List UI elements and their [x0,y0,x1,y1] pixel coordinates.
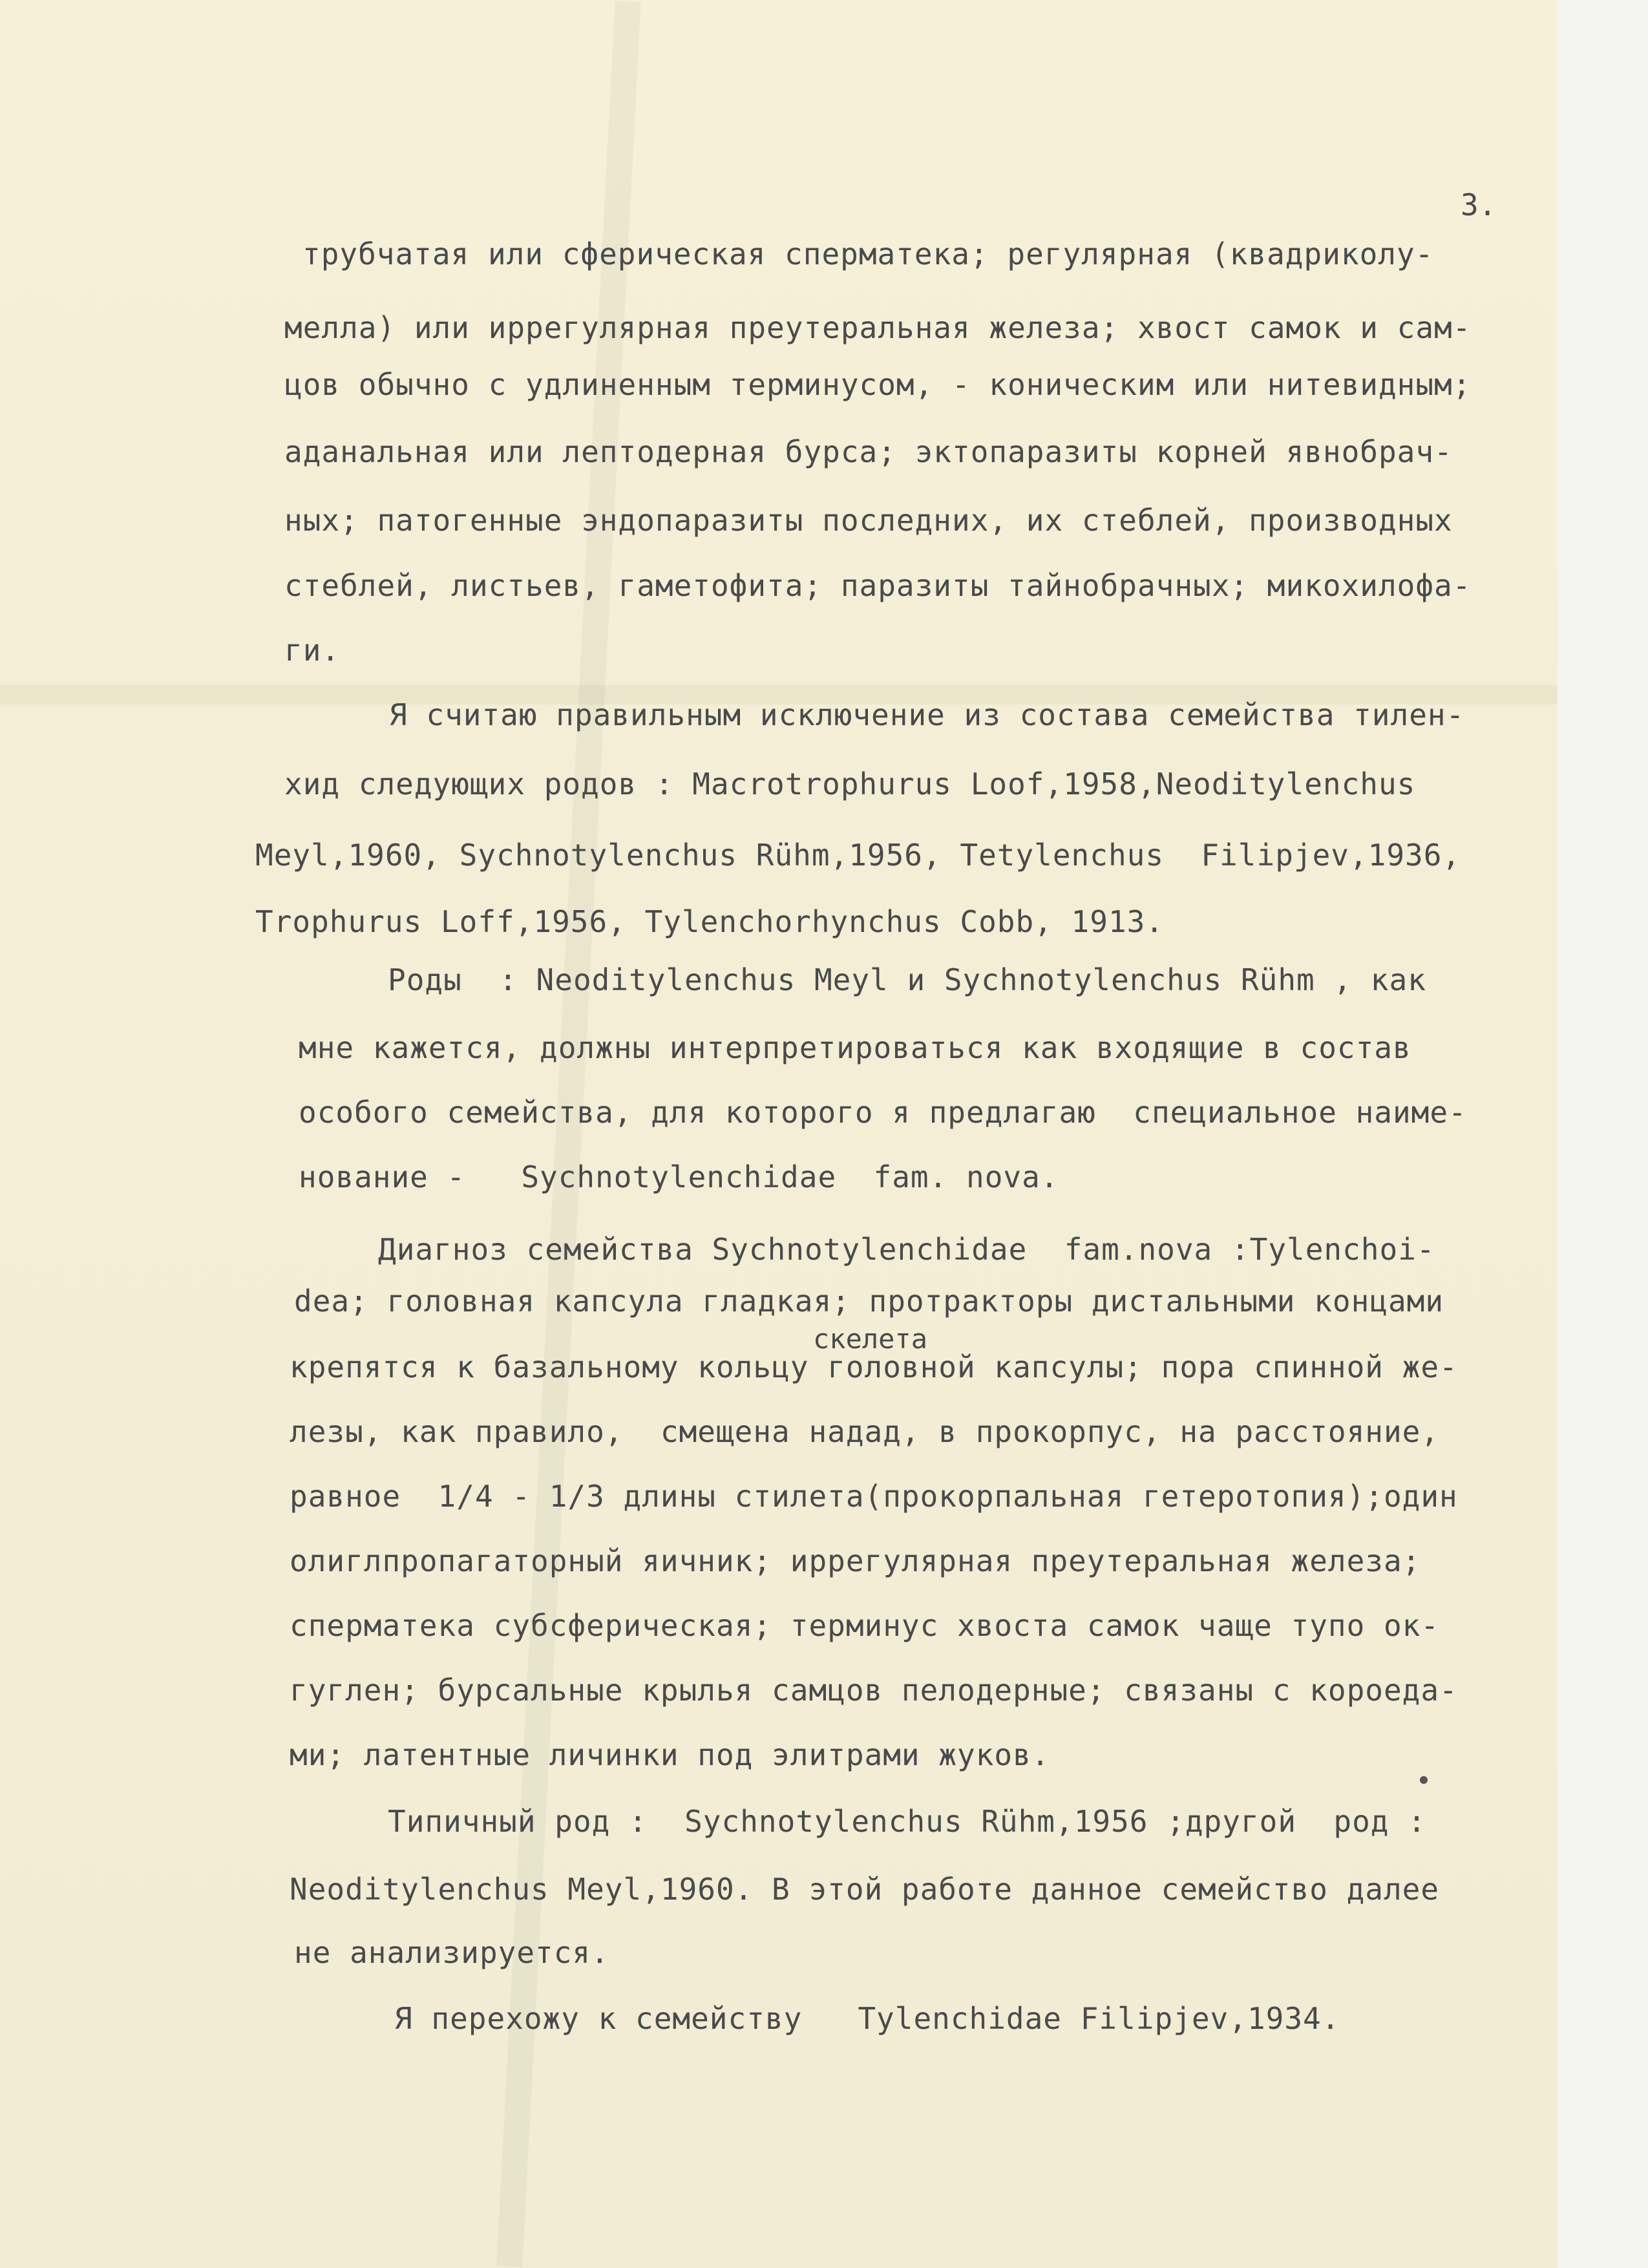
text-line: Я считаю правильным исключение из состава семейства тилен- [389,697,1465,732]
text-line: Диагноз семейства Sychnotylenchidae fam.nova :Tylenchoi- [378,1232,1435,1267]
text-line: олиглпропагаторный яичник; иррегулярная преутеральная железа; [290,1543,1421,1578]
text-line: крепятся к базальному кольцу головной капсулы; пора спинной же- [290,1350,1458,1384]
text-line: Типичный род : Sychnotylenchus Rühm,1956 ;другой род : [388,1804,1426,1839]
text-line: ных; патогенные эндопаразиты последних, их стеблей, производных [284,503,1453,538]
text-line: цов обычно с удлиненным терминусом, - коническим или нитевидным; [284,367,1472,402]
ink-spot [1420,1776,1428,1784]
text-line: Meyl,1960, Sychnotylenchus Rühm,1956, Tetylenchus Filipjev,1936, [255,838,1461,873]
page-number: 3. [1461,187,1497,222]
text-line: гуглен; бурсальные крылья самцов пелодерные; связаны с короеда- [290,1673,1458,1708]
text-line: лезы, как правило, смещена надад, в прокорпус, на расстояние, [290,1414,1440,1449]
text-line: особого семейства, для которого я предлагаю специальное наиме- [299,1095,1467,1130]
text-line: нование - Sychnotylenchidae fam. nova. [299,1160,1059,1194]
text-line: ми; латентные личинки под элитрами жуков. [290,1737,1050,1772]
text-line: Trophurus Loff,1956, Tylenchorhynchus Cobb, 1913. [255,904,1165,939]
text-line: dea; головная капсула гладкая; протракторы дистальными концами [294,1284,1444,1319]
text-line: стеблей, листьев, гаметофита; паразиты тайнобрачных; микохилофа- [284,568,1472,603]
text-line: равное 1/4 - 1/3 длины стилета(прокорпальная гетеротопия);один [290,1479,1458,1514]
text-line: не анализируется. [294,1935,609,1970]
paper-background [1558,0,1648,2268]
inserted-word: скелета [813,1323,928,1355]
text-line: Я перехожу к семейству Tylenchidae Filipjev,1934. [394,2001,1340,2036]
text-line: сперматека субсферическая; терминус хвоста самок чаще тупо ок- [290,1608,1440,1643]
text-line: Роды : Neoditylenchus Meyl и Sychnotylenchus Rühm , как [388,962,1426,997]
text-line: мелла) или иррегулярная преутеральная железа; хвост самок и сам- [284,310,1472,345]
text-line: Neoditylenchus Meyl,1960. В этой работе данное семейство далее [290,1872,1440,1907]
text-line: хид следующих родов : Macrotrophurus Loof,1958,Neoditylenchus [284,767,1416,801]
text-line: ги. [284,633,341,668]
text-line: мне кажется, должны интерпретироваться как входящие в состав [299,1030,1411,1065]
text-line: трубчатая или сферическая сперматека; регулярная (квадриколу- [302,237,1434,271]
text-line: аданальная или лептодерная бурса; эктопаразиты корней явнобрач- [284,434,1453,469]
